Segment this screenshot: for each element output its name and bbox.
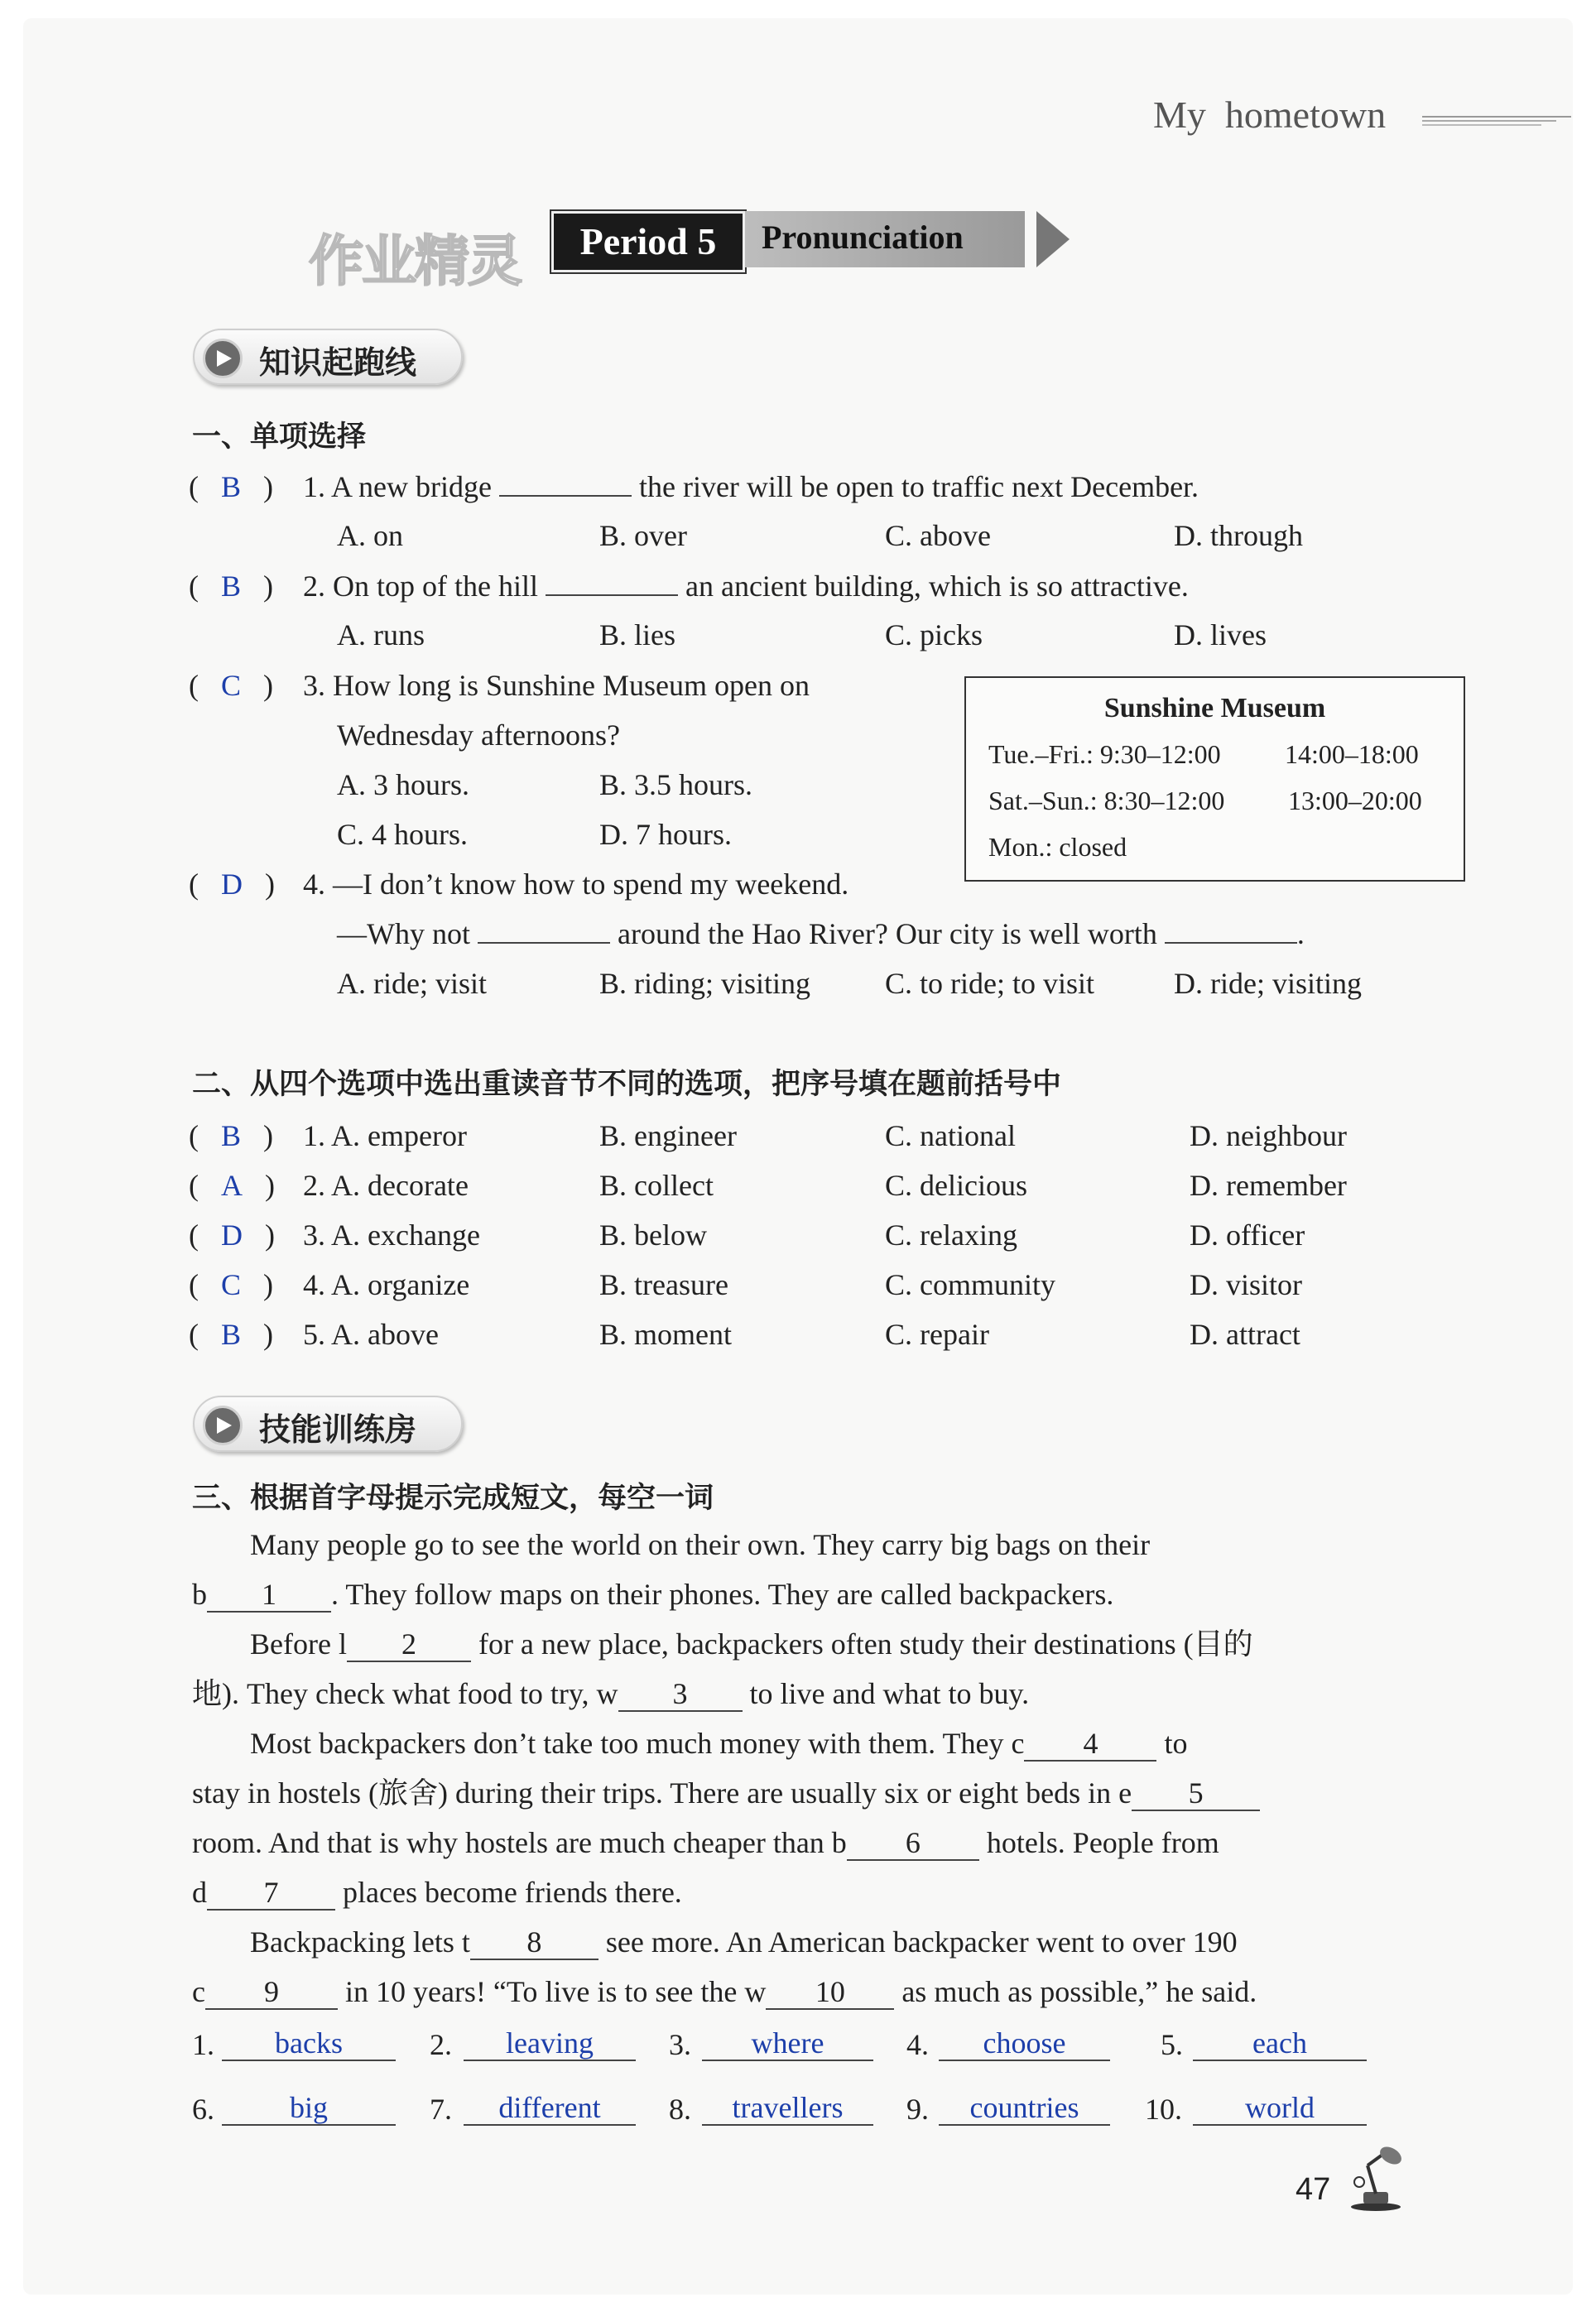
blank-5: 5 [1132,1776,1260,1811]
museum-row-1-days: Tue.–Fri.: 9:30–12:00 [988,739,1221,769]
p2-item-5-a: 5. A. above [303,1318,439,1351]
p2-item-2-a: 2. A. decorate [303,1169,469,1202]
passage-line-7: room. And that is why hostels are much cheaper than b 6 hotels. People from [192,1826,1219,1859]
p2-item-3-answer: ( D ) [189,1218,275,1252]
period-label: Period 5 [551,211,745,272]
q4-stem-line1: 4. —I don’t know how to spend my weekend. [303,868,849,901]
q1-blank [499,495,632,497]
q4-blank-1 [478,942,610,944]
answer-8: travellers [702,2091,873,2126]
p2-item-5-b: B. moment [599,1318,732,1351]
passage-line-3: Before l 2 for a new place, backpackers often study their destinations (目的 [250,1627,1253,1661]
part2-title: 二、从四个选项中选出重读音节不同的选项，把序号填在题前括号中 [192,1068,1062,1101]
answer-num-7: 7. [430,2093,452,2126]
topic-label: Pronunciation [745,211,1025,267]
q1-option-c: C. above [885,519,991,552]
passage-line-10: c 9 in 10 years! “To live is to see the w 10 as much as possible,” he said. [192,1975,1257,2008]
q2-blank [546,594,678,596]
q2-option-a: A. runs [337,618,425,651]
blank-4: 4 [1024,1727,1156,1762]
p2-item-3-a: 3. A. exchange [303,1218,480,1252]
page-number: 47 [1296,2172,1331,2207]
museum-title: Sunshine Museum [1103,693,1326,723]
p2-item-4-a: 4. A. organize [303,1268,470,1301]
part1-title: 一、单项选择 [192,421,367,454]
answer-num-10: 10. [1145,2093,1182,2126]
header-decoration [1422,116,1571,129]
blank-9: 9 [205,1975,338,2010]
passage-line-5: Most backpackers don’t take too much money with them. They c 4 to [250,1727,1188,1760]
q4-option-d: D. ride; visiting [1174,967,1362,1000]
q4-option-a: A. ride; visit [337,967,487,1000]
answer-7: different [464,2091,636,2126]
answer-num-1: 1. [192,2028,214,2061]
play-icon [203,1406,243,1445]
chapter-title: My hometown [1153,94,1387,136]
play-icon [203,339,243,378]
p2-item-5-answer: ( B ) [189,1318,274,1351]
museum-row-2-days: Sat.–Sun.: 8:30–12:00 [988,786,1225,815]
q3-option-d: D. 7 hours. [599,818,732,851]
q2-answer: ( B ) [189,570,274,603]
q4-option-b: B. riding; visiting [599,967,811,1000]
p2-item-3-b: B. below [599,1218,707,1252]
q3-option-a: A. 3 hours. [337,768,469,801]
answer-5: each [1193,2026,1367,2061]
q4-answer: ( D ) [189,868,275,901]
answer-num-8: 8. [669,2093,691,2126]
p2-item-1-answer: ( B ) [189,1119,274,1152]
museum-row-3-days: Mon.: closed [988,832,1127,862]
part3-title: 三、根据首字母提示完成短文，每空一词 [192,1482,714,1515]
answer-num-6: 6. [192,2093,214,2126]
q4-stem-line2: —Why not around the Hao River? Our city is well worth . [337,917,1305,950]
answer-1: backs [222,2026,396,2061]
blank-10: 10 [766,1975,894,2010]
answer-4: choose [939,2026,1110,2061]
p2-item-4-b: B. treasure [599,1268,728,1301]
lamp-mascot-icon [1343,2141,1409,2215]
q3-option-b: B. 3.5 hours. [599,768,753,801]
blank-2: 2 [347,1627,471,1662]
q1-answer: ( B ) [189,470,274,503]
passage-line-9: Backpacking lets t 8 see more. An American backpacker went to over 190 [250,1925,1238,1959]
p2-item-1-d: D. neighbour [1190,1119,1347,1152]
passage-line-1: Many people go to see the world on their own. They carry big bags on their [250,1528,1151,1561]
q3-answer: ( C ) [189,669,274,702]
q4-blank-2 [1165,942,1297,944]
p2-item-2-d: D. remember [1190,1169,1347,1202]
answer-2: leaving [464,2026,636,2061]
q2-option-c: C. picks [885,618,983,651]
p2-item-2-b: B. collect [599,1169,714,1202]
blank-1: 1 [207,1578,331,1613]
p2-item-5-c: C. repair [885,1318,989,1351]
q4-option-c: C. to ride; to visit [885,967,1095,1000]
p2-item-2-c: C. delicious [885,1169,1027,1202]
q1-option-a: A. on [337,519,403,552]
answer-9: countries [939,2091,1110,2126]
q3-stem-line1: 3. How long is Sunshine Museum open on [303,669,810,702]
answer-10: world [1193,2091,1367,2126]
p2-item-1-b: B. engineer [599,1119,737,1152]
banner-arrow-icon [1036,211,1071,267]
passage-line-6: stay in hostels (旅舍) during their trips. There are usually six or eight beds in e 5 [192,1775,1260,1811]
blank-6: 6 [847,1826,979,1861]
q3-stem-line2: Wednesday afternoons? [337,719,620,752]
answer-3: where [702,2026,873,2061]
blank-3: 3 [618,1677,743,1712]
p2-item-4-d: D. visitor [1190,1268,1303,1301]
p2-item-5-d: D. attract [1190,1318,1300,1351]
blank-7: 7 [207,1876,335,1911]
museum-row-1-pm: 14:00–18:00 [1285,739,1419,769]
museum-hours-box [964,676,1465,882]
p2-item-1-a: 1. A. emperor [303,1119,467,1152]
chapter-header [1153,93,1386,137]
q1-stem: 1. A new bridge the river will be open to traffic next December. [303,470,1199,503]
answer-num-9: 9. [906,2093,929,2126]
q1-option-d: D. through [1174,519,1303,552]
p2-item-2-answer: ( A ) [189,1169,275,1202]
p2-item-1-c: C. national [885,1119,1016,1152]
q3-option-c: C. 4 hours. [337,818,469,851]
museum-row-2-pm: 13:00–20:00 [1288,786,1422,815]
passage-line-4: 地). They check what food to try, w 3 to live and what to buy. [192,1677,1030,1710]
p2-item-3-d: D. officer [1190,1218,1305,1252]
section-header-skills: 技能训练房 [193,1396,463,1452]
q2-stem: 2. On top of the hill an ancient building, which is so attractive. [303,570,1189,603]
blank-8: 8 [470,1925,598,1960]
q2-option-b: B. lies [599,618,676,651]
section-header-knowledge: 知识起跑线 [193,329,463,385]
p2-item-4-c: C. community [885,1268,1055,1301]
answer-num-3: 3. [669,2028,691,2061]
q1-option-b: B. over [599,519,687,552]
answer-num-2: 2. [430,2028,452,2061]
q2-option-d: D. lives [1174,618,1267,651]
answer-num-5: 5. [1161,2028,1183,2061]
p2-item-4-answer: ( C ) [189,1268,274,1301]
p2-item-3-c: C. relaxing [885,1218,1017,1252]
passage-line-8: d 7 places become friends there. [192,1876,682,1909]
watermark-logo: 作业精灵 [309,229,521,293]
answer-6: big [222,2091,396,2126]
passage-line-2: b 1 . They follow maps on their phones. They are called backpackers. [192,1578,1114,1611]
answer-num-4: 4. [906,2028,929,2061]
